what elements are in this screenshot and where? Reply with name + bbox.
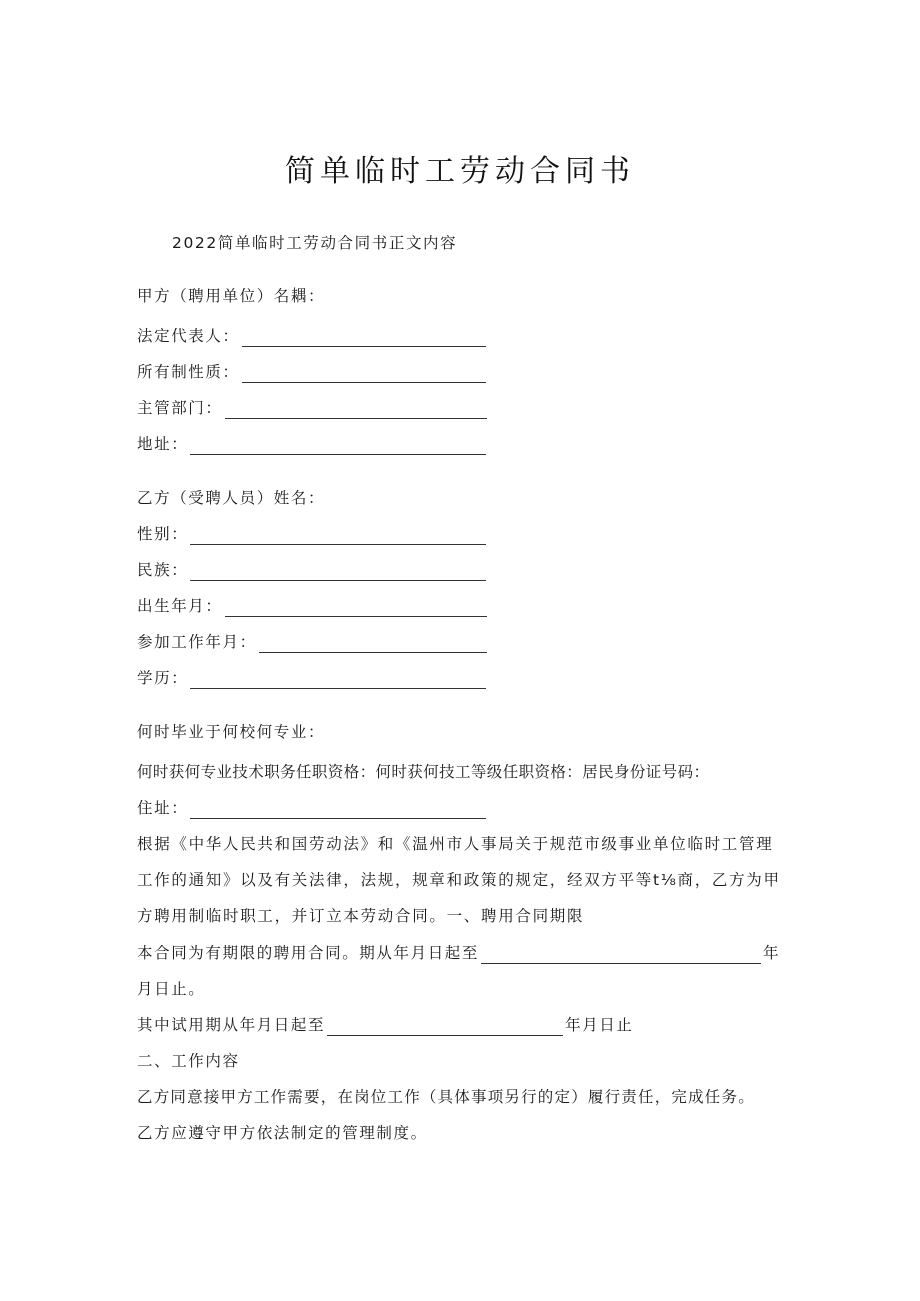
field-legal-representative bbox=[137, 325, 486, 347]
section-two-heading: 二、工作内容 bbox=[137, 1052, 240, 1070]
probation-prefix: 其中试用期从年月日起至 bbox=[137, 1016, 326, 1034]
basis-paragraph bbox=[137, 826, 787, 934]
field-department bbox=[137, 397, 487, 419]
work-content-line: 乙方同意接甲方工作需要，在岗位工作（具体事项另行的定）履行责任，完成任务。 bbox=[137, 1088, 755, 1106]
blank-line bbox=[225, 602, 487, 617]
blank-line bbox=[190, 566, 486, 581]
field-label: 住址： bbox=[137, 799, 189, 817]
subtitle: 2022简单临时工劳动合同书正文内容 bbox=[172, 234, 458, 252]
field-ownership bbox=[137, 361, 486, 383]
qualification-line: 何时获何专业技术职务任职资格：何时获何技工等级任职资格：居民身份证号码： bbox=[137, 763, 710, 781]
party-a-heading: 甲方（聘用单位）名耦： bbox=[137, 287, 326, 305]
party-b-heading: 乙方（受聘人员）姓名： bbox=[137, 489, 326, 507]
blank-line bbox=[327, 1021, 563, 1036]
blank-line bbox=[190, 530, 486, 545]
blank-line bbox=[242, 332, 486, 347]
contract-term-line bbox=[137, 942, 780, 964]
field-label: 性别： bbox=[137, 525, 189, 543]
term-prefix: 本合同为有期限的聘用合同。期从年月日起至 bbox=[137, 944, 480, 962]
field-label: 主管部门： bbox=[137, 399, 223, 417]
field-gender bbox=[137, 523, 486, 545]
paragraph-text: 根据《中华人民共和国劳动法》和《温州市人事局关于规范市级事业单位临时工管理工作的通知》以及有关法律，法规，规章和政策的规定，经双方平等t⅛商，乙方为甲方聘用制临时职工，并订立本劳动合同。一、聘用合同期限 bbox=[137, 835, 781, 925]
document-title: 简单临时工劳动合同书 bbox=[285, 154, 635, 189]
term-suffix: 年 bbox=[763, 944, 781, 962]
field-residence bbox=[137, 797, 486, 819]
field-label: 学历： bbox=[137, 669, 189, 687]
blank-line bbox=[225, 404, 487, 419]
blank-line bbox=[242, 368, 486, 383]
field-label: 参加工作年月： bbox=[137, 633, 257, 651]
field-label: 地址： bbox=[137, 435, 189, 453]
contract-term-end: 月日止。 bbox=[137, 980, 206, 998]
field-birth-date bbox=[137, 595, 487, 617]
probation-suffix: 年月日止 bbox=[565, 1016, 634, 1034]
probation-line bbox=[137, 1014, 634, 1036]
graduation-line: 何时毕业于何校何专业： bbox=[137, 723, 326, 741]
blank-line bbox=[259, 638, 487, 653]
blank-line bbox=[190, 674, 486, 689]
rules-line: 乙方应遵守甲方依法制定的管理制度。 bbox=[137, 1124, 428, 1142]
field-label: 民族： bbox=[137, 561, 189, 579]
field-ethnicity bbox=[137, 559, 486, 581]
field-label: 法定代表人： bbox=[137, 327, 240, 345]
field-address-a bbox=[137, 433, 486, 455]
blank-line bbox=[481, 949, 761, 964]
field-label: 所有制性质： bbox=[137, 363, 240, 381]
field-work-start bbox=[137, 631, 487, 653]
field-education bbox=[137, 667, 486, 689]
blank-line bbox=[190, 440, 486, 455]
blank-line bbox=[190, 804, 486, 819]
field-label: 出生年月： bbox=[137, 597, 223, 615]
